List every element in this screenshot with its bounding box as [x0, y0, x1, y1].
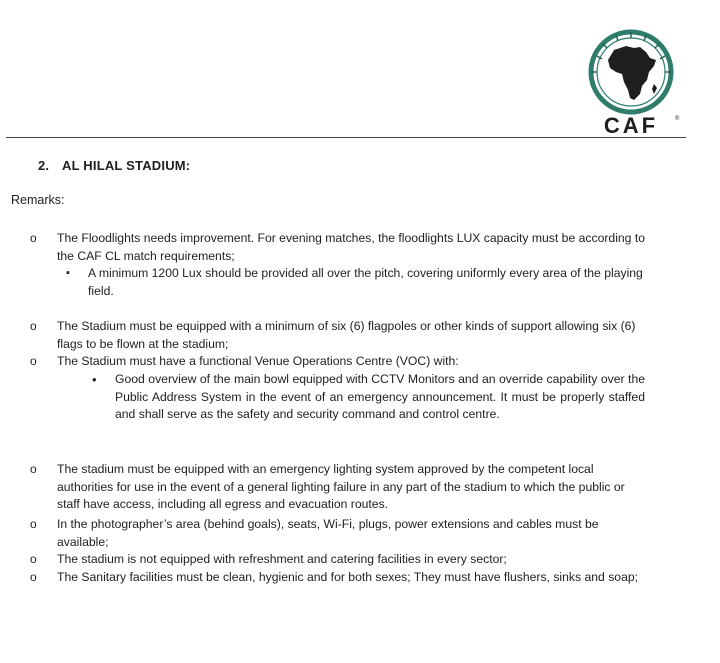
list-bullet: o: [30, 231, 37, 245]
list-bullet: o: [30, 570, 37, 584]
header-divider: [6, 137, 686, 138]
list-item: The Floodlights needs improvement. For evening matches, the floodlights LUX capacity must be according to the CAF CL match requirements;: [57, 231, 646, 263]
sub-list-item: Good overview of the main bowl equipped with CCTV Monitors and an override capability over the Public Address System in the event of an emergency announcement. It must be properly staffed and shall serve as the safety and security command and control centre.: [115, 372, 645, 421]
list-bullet: o: [30, 462, 37, 476]
list-bullet: o: [30, 319, 37, 333]
remarks-label: Remarks:: [11, 193, 65, 207]
list-item: The Stadium must have a functional Venue Operations Centre (VOC) with:: [57, 354, 459, 368]
section-heading: AL HILAL STADIUM:: [62, 158, 191, 173]
svg-text:®: ®: [675, 116, 680, 122]
caf-logo-text: CAF: [603, 113, 659, 138]
list-bullet: o: [30, 517, 37, 531]
sub-bullet: ▪: [66, 267, 70, 279]
list-item: In the photographer’s area (behind goals), seats, Wi-Fi, plugs, power extensions and cables must be available;: [57, 517, 599, 549]
caf-emblem-icon: [574, 28, 688, 140]
list-item: The Sanitary facilities must be clean, hygienic and for both sexes; They must have flushers, sinks and soap;: [57, 570, 639, 584]
list-item: The Stadium must be equipped with a minimum of six (6) flagpoles or other kinds of support allowing six (6) flags to be flown at the stadium;: [57, 319, 636, 351]
list-item: The stadium is not equipped with refreshment and catering facilities in every sector;: [57, 552, 507, 566]
list-bullet: o: [30, 552, 37, 566]
section-title: [38, 158, 190, 173]
list-bullet: o: [30, 354, 37, 368]
sub-bullet: •: [92, 372, 97, 387]
caf-logo: [574, 28, 688, 140]
list-item: The stadium must be equipped with an emergency lighting system approved by the competent local authorities for use in the event of a general lighting failure in any part of the stadium to which the public or staff have access, including all egress and evacuation routes.: [57, 462, 625, 511]
sub-list-item: A minimum 1200 Lux should be provided all over the pitch, covering uniformly every area of the playing field.: [88, 266, 643, 298]
section-number: 2.: [38, 158, 50, 173]
